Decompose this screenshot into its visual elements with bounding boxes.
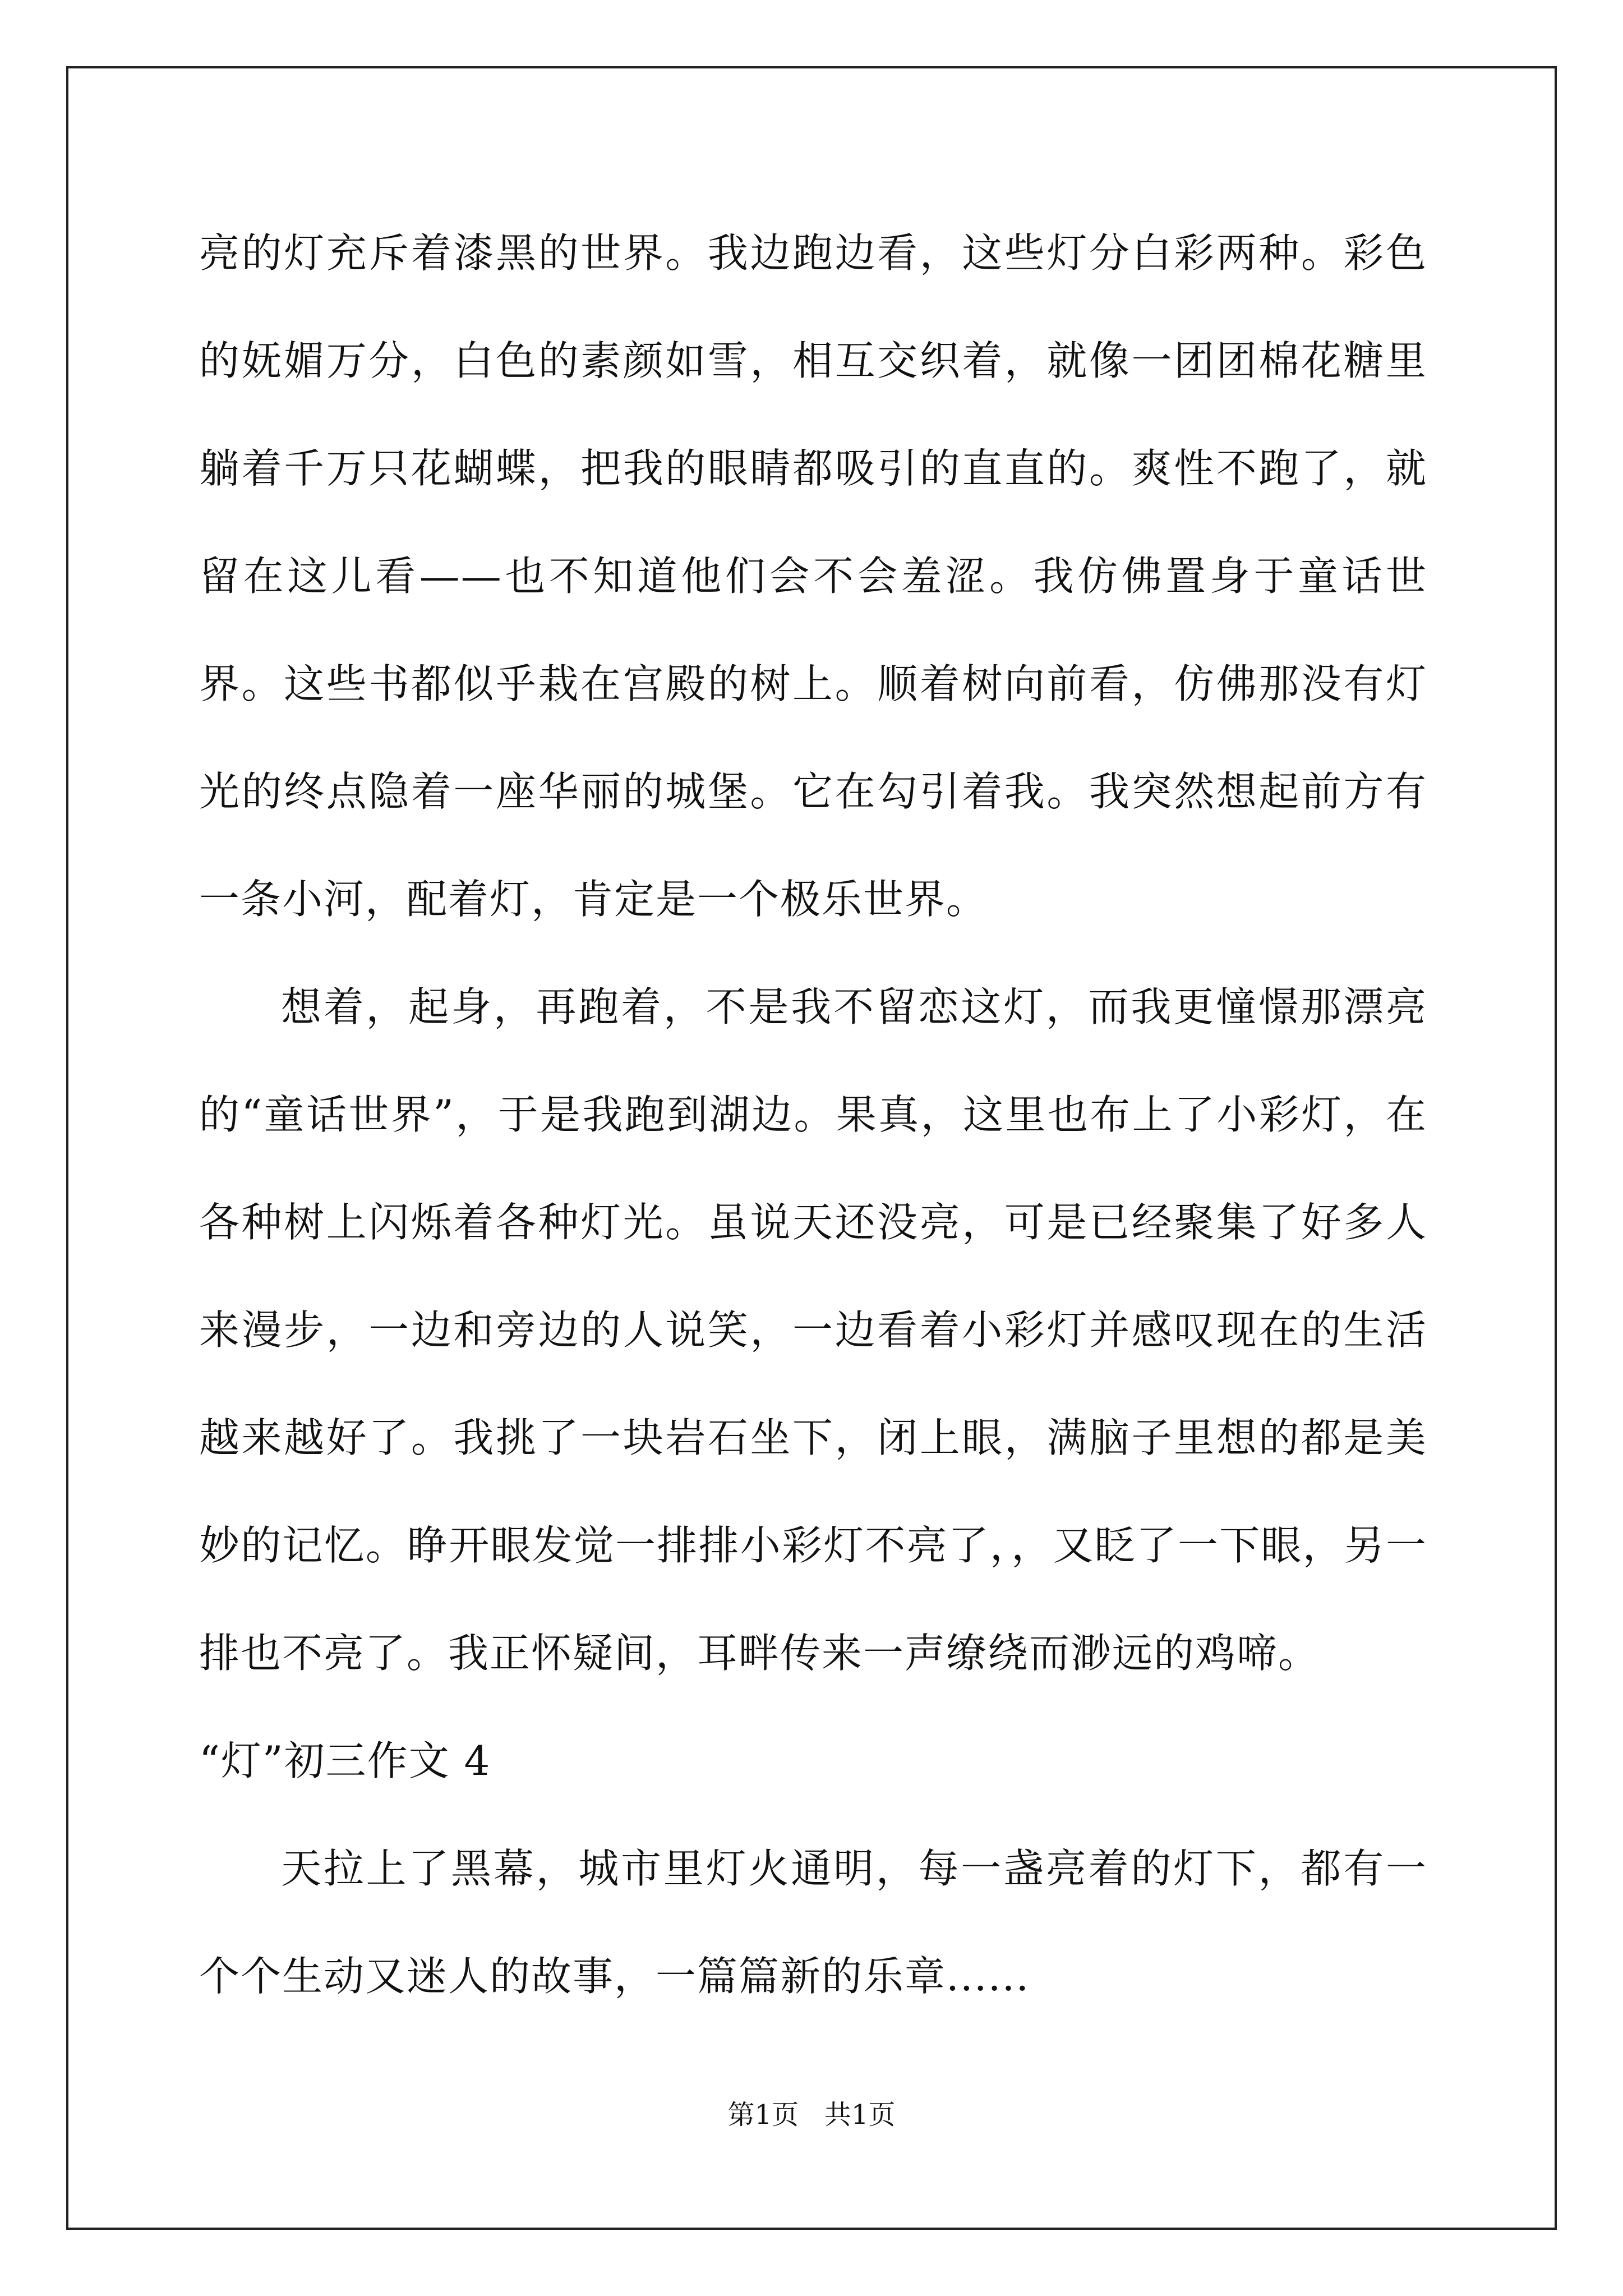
document-body: [199, 199, 1427, 2030]
paragraph-1: 亮的灯充斥着漆黑的世界。我边跑边看，这些灯分白彩两种。彩色的妩媚万分，白色的素颜如雪，相互交织着，就像一团团棉花糖里躺着千万只花蝴蝶，把我的眼睛都吸引的直直的。爽性不跑了，就留在这儿看——也不知道他们会不会羞涩。我仿佛置身于童话世界。这些书都似乎栽在宫殿的树上。顺着树向前看，仿佛那没有灯光的终点隐着一座华丽的城堡。它在勾引着我。我突然想起前方有一条小河，配着灯，肯定是一个极乐世界。: [199, 229, 1427, 923]
section-heading: “灯”初三作文 4: [199, 1737, 491, 1784]
page-number-footer: 第1页 共1页: [727, 2099, 896, 2131]
paragraph-2: 想着，起身，再跑着，不是我不留恋这灯，而我更憧憬那漂亮的“童话世界”，于是我跑到湖边。果真，这里也布上了小彩灯，在各种树上闪烁着各种灯光。虽说天还没亮，可是已经聚集了好多人来漫步，一边和旁边的人说笑，一边看着小彩灯并感叹现在的生活越来越好了。我挑了一块岩石坐下，闭上眼，满脑子里想的都是美妙的记忆。睁开眼发觉一排排小彩灯不亮了，，又眨了一下眼，另一排也不亮了。我正怀疑间，耳畔传来一声缭绕而渺远的鸡啼。: [199, 983, 1427, 1677]
paragraph-3: 天拉上了黑幕，城市里灯火通明，每一盏亮着的灯下，都有一个个生动又迷人的故事，一篇篇新的乐章......: [199, 1845, 1427, 2000]
